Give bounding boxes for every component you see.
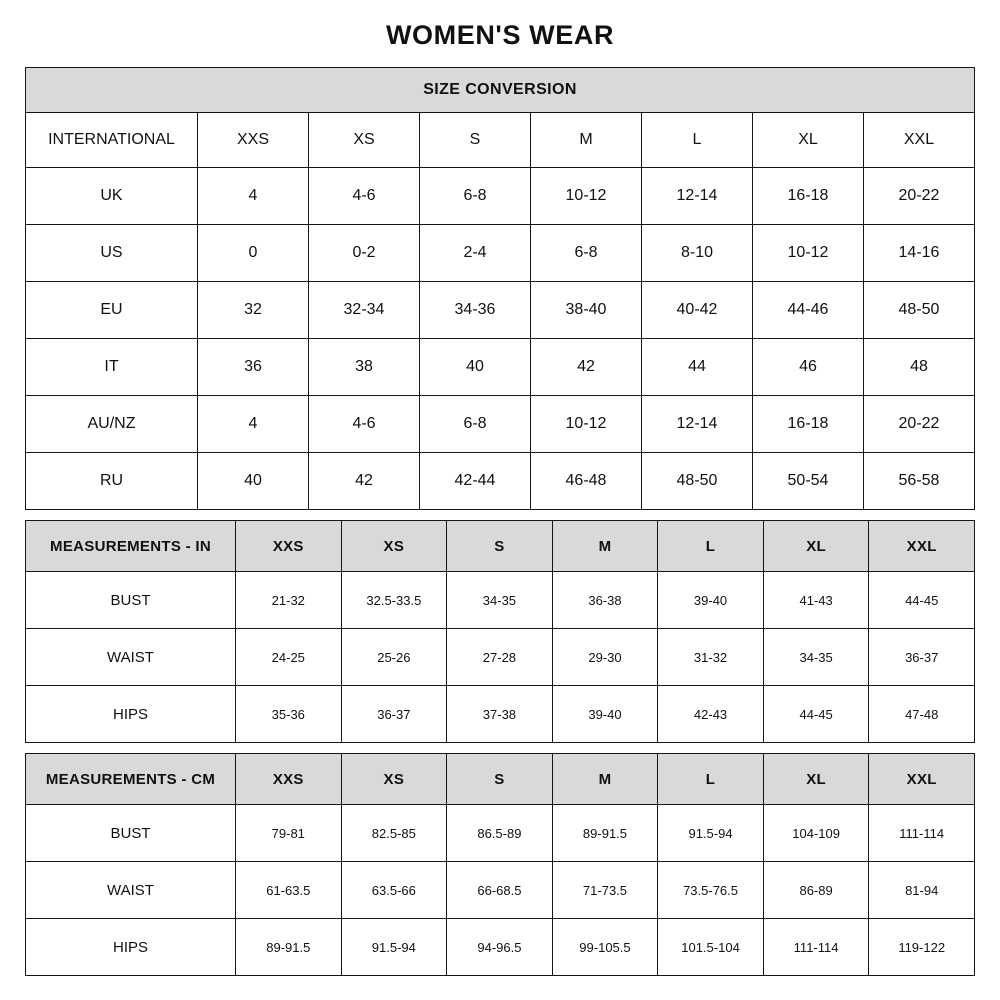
value-cell: 36-37 [869, 629, 975, 686]
value-cell: 8-10 [642, 225, 753, 282]
column-header: XXS [198, 113, 309, 168]
value-cell: 6-8 [531, 225, 642, 282]
value-cell: 71-73.5 [552, 862, 658, 919]
value-cell: 37-38 [447, 686, 553, 743]
value-cell: 16-18 [753, 168, 864, 225]
table-row [26, 225, 975, 282]
column-header: XXL [869, 754, 975, 805]
value-cell: 20-22 [864, 396, 975, 453]
value-cell: 6-8 [420, 168, 531, 225]
value-cell: 36-37 [341, 686, 447, 743]
value-cell: 44-45 [869, 572, 975, 629]
column-header: XL [763, 754, 869, 805]
value-cell: 42 [309, 453, 420, 510]
row-label: HIPS [26, 686, 236, 743]
value-cell: 32-34 [309, 282, 420, 339]
value-cell: 79-81 [236, 805, 342, 862]
value-cell: 31-32 [658, 629, 764, 686]
value-cell: 10-12 [531, 168, 642, 225]
value-cell: 44-46 [753, 282, 864, 339]
value-cell: 42 [531, 339, 642, 396]
corner-header: MEASUREMENTS - IN [26, 521, 236, 572]
value-cell: 40 [198, 453, 309, 510]
header-row [26, 113, 975, 168]
value-cell: 111-114 [763, 919, 869, 976]
column-header: XL [763, 521, 869, 572]
table-row [26, 629, 975, 686]
column-header: S [447, 521, 553, 572]
value-cell: 40-42 [642, 282, 753, 339]
value-cell: 32 [198, 282, 309, 339]
value-cell: 0 [198, 225, 309, 282]
column-header: XXS [236, 754, 342, 805]
value-cell: 2-4 [420, 225, 531, 282]
row-label: UK [26, 168, 198, 225]
value-cell: 91.5-94 [341, 919, 447, 976]
row-label: WAIST [26, 629, 236, 686]
value-cell: 14-16 [864, 225, 975, 282]
value-cell: 16-18 [753, 396, 864, 453]
measurements-in-body [26, 521, 975, 743]
value-cell: 38-40 [531, 282, 642, 339]
value-cell: 27-28 [447, 629, 553, 686]
value-cell: 91.5-94 [658, 805, 764, 862]
column-header: XS [309, 113, 420, 168]
value-cell: 119-122 [869, 919, 975, 976]
value-cell: 44-45 [763, 686, 869, 743]
value-cell: 4 [198, 168, 309, 225]
column-header: XL [753, 113, 864, 168]
row-label: BUST [26, 572, 236, 629]
measurements-cm-body [26, 754, 975, 976]
value-cell: 10-12 [531, 396, 642, 453]
column-header: M [552, 754, 658, 805]
table-row [26, 453, 975, 510]
column-header: S [420, 113, 531, 168]
value-cell: 47-48 [869, 686, 975, 743]
row-label: BUST [26, 805, 236, 862]
row-label: EU [26, 282, 198, 339]
value-cell: 111-114 [869, 805, 975, 862]
value-cell: 36 [198, 339, 309, 396]
value-cell: 39-40 [658, 572, 764, 629]
value-cell: 4 [198, 396, 309, 453]
table-row [26, 168, 975, 225]
measurements-cm-table [25, 753, 975, 976]
size-conversion-body [26, 113, 975, 510]
value-cell: 104-109 [763, 805, 869, 862]
value-cell: 99-105.5 [552, 919, 658, 976]
table-row [26, 862, 975, 919]
value-cell: 36-38 [552, 572, 658, 629]
value-cell: 10-12 [753, 225, 864, 282]
column-header: L [658, 521, 764, 572]
column-header: XXL [869, 521, 975, 572]
row-label: US [26, 225, 198, 282]
value-cell: 44 [642, 339, 753, 396]
size-conversion-title: SIZE CONVERSION [26, 68, 975, 113]
value-cell: 61-63.5 [236, 862, 342, 919]
row-label: HIPS [26, 919, 236, 976]
corner-header: INTERNATIONAL [26, 113, 198, 168]
table-row [26, 396, 975, 453]
value-cell: 42-44 [420, 453, 531, 510]
measurements-in-table [25, 520, 975, 743]
value-cell: 66-68.5 [447, 862, 553, 919]
size-conversion-table [25, 67, 975, 510]
value-cell: 46-48 [531, 453, 642, 510]
column-header: M [531, 113, 642, 168]
table-row [26, 686, 975, 743]
value-cell: 32.5-33.5 [341, 572, 447, 629]
value-cell: 50-54 [753, 453, 864, 510]
value-cell: 48-50 [642, 453, 753, 510]
table-title-row [26, 68, 975, 113]
header-row [26, 754, 975, 805]
value-cell: 56-58 [864, 453, 975, 510]
row-label: AU/NZ [26, 396, 198, 453]
value-cell: 39-40 [552, 686, 658, 743]
value-cell: 73.5-76.5 [658, 862, 764, 919]
row-label: RU [26, 453, 198, 510]
value-cell: 12-14 [642, 168, 753, 225]
column-header: XS [341, 754, 447, 805]
value-cell: 34-35 [763, 629, 869, 686]
value-cell: 6-8 [420, 396, 531, 453]
value-cell: 42-43 [658, 686, 764, 743]
value-cell: 89-91.5 [236, 919, 342, 976]
value-cell: 20-22 [864, 168, 975, 225]
value-cell: 86-89 [763, 862, 869, 919]
value-cell: 25-26 [341, 629, 447, 686]
value-cell: 24-25 [236, 629, 342, 686]
value-cell: 48 [864, 339, 975, 396]
value-cell: 46 [753, 339, 864, 396]
value-cell: 63.5-66 [341, 862, 447, 919]
value-cell: 38 [309, 339, 420, 396]
column-header: XS [341, 521, 447, 572]
value-cell: 82.5-85 [341, 805, 447, 862]
value-cell: 86.5-89 [447, 805, 553, 862]
column-header: L [658, 754, 764, 805]
table-row [26, 339, 975, 396]
value-cell: 81-94 [869, 862, 975, 919]
value-cell: 35-36 [236, 686, 342, 743]
column-header: S [447, 754, 553, 805]
value-cell: 4-6 [309, 396, 420, 453]
header-row [26, 521, 975, 572]
value-cell: 34-36 [420, 282, 531, 339]
value-cell: 12-14 [642, 396, 753, 453]
table-row [26, 572, 975, 629]
row-label: WAIST [26, 862, 236, 919]
value-cell: 29-30 [552, 629, 658, 686]
value-cell: 48-50 [864, 282, 975, 339]
table-row [26, 805, 975, 862]
value-cell: 34-35 [447, 572, 553, 629]
value-cell: 4-6 [309, 168, 420, 225]
column-header: XXS [236, 521, 342, 572]
value-cell: 0-2 [309, 225, 420, 282]
column-header: M [552, 521, 658, 572]
value-cell: 101.5-104 [658, 919, 764, 976]
value-cell: 94-96.5 [447, 919, 553, 976]
table-row [26, 919, 975, 976]
column-header: L [642, 113, 753, 168]
value-cell: 21-32 [236, 572, 342, 629]
value-cell: 89-91.5 [552, 805, 658, 862]
row-label: IT [26, 339, 198, 396]
table-row [26, 282, 975, 339]
page-title: WOMEN'S WEAR [385, 20, 615, 50]
column-header: XXL [864, 113, 975, 168]
value-cell: 40 [420, 339, 531, 396]
value-cell: 41-43 [763, 572, 869, 629]
corner-header: MEASUREMENTS - CM [26, 754, 236, 805]
